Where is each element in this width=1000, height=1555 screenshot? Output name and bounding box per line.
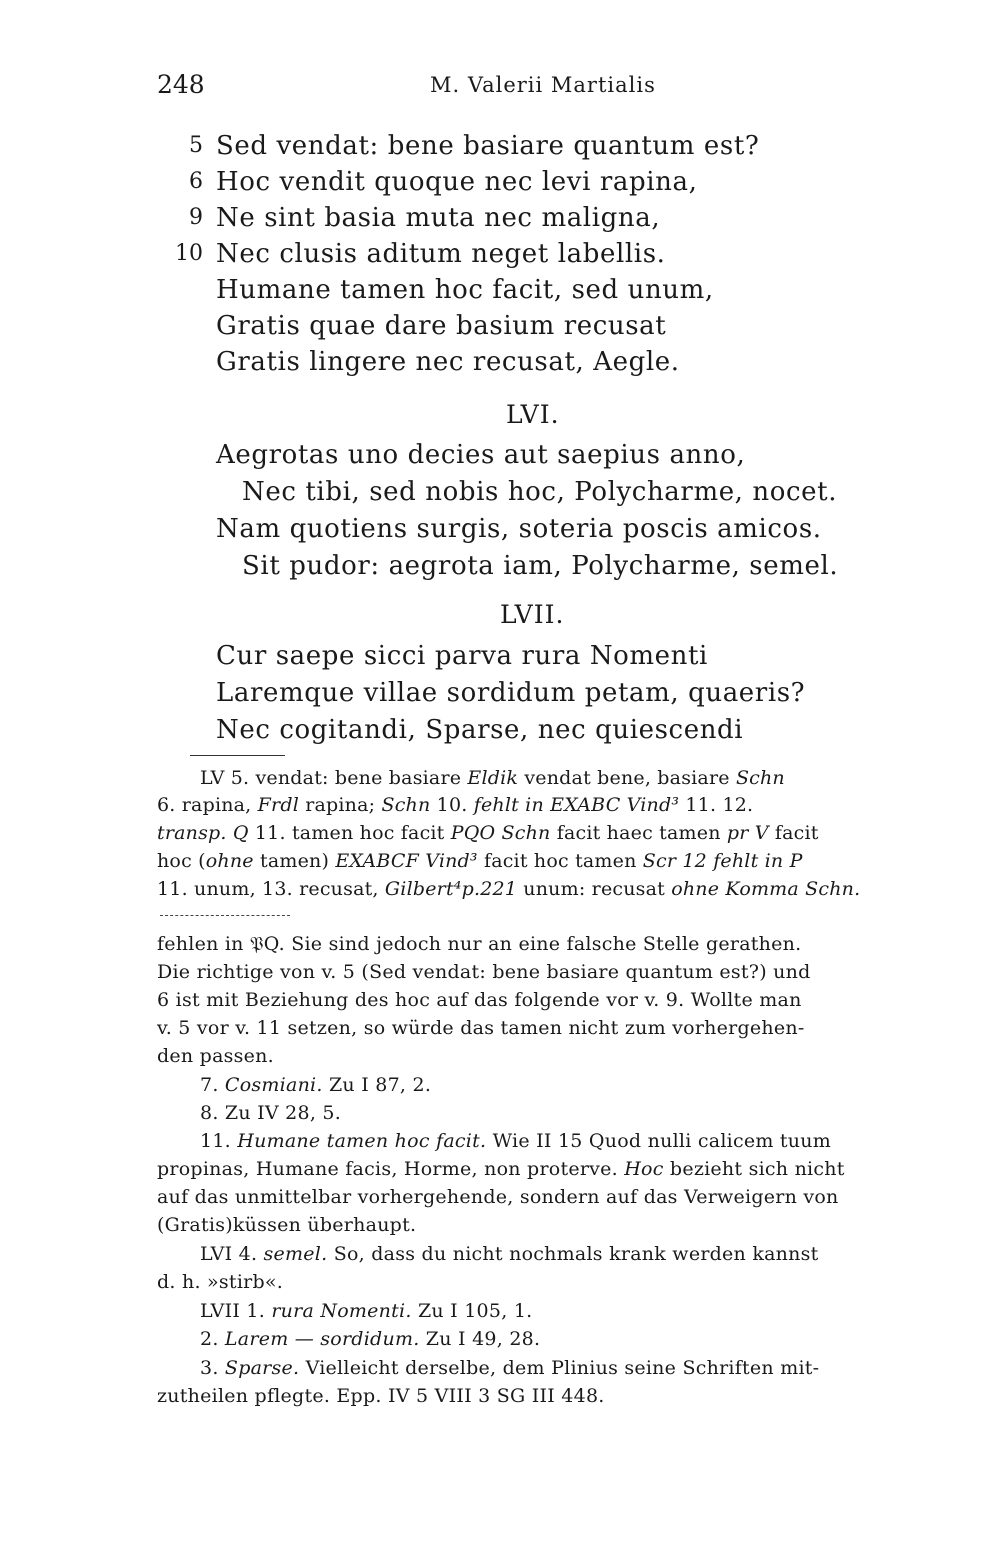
apparatus-line: hoc (ohne tamen) EXABCF Vind³ facit hoc tamen Scr 12 fehlt in P xyxy=(157,850,803,872)
line-number: 9 xyxy=(189,205,203,230)
commentary-line: zutheilen pflegte. Epp. IV 5 VIII 3 SG III 448. xyxy=(157,1385,605,1407)
commentary-note: 2. Larem — sordidum. Zu I 49, 28. xyxy=(200,1328,541,1350)
commentary-note: 7. Cosmiani. Zu I 87, 2. xyxy=(200,1074,432,1096)
commentary-line: (Gratis)küssen überhaupt. xyxy=(157,1214,417,1236)
commentary-line: auf das unmittelbar vorhergehende, sondern auf das Verweigern von xyxy=(157,1186,839,1208)
poem-heading: LVI. xyxy=(506,400,560,429)
verse-line: Nec cogitandi, Sparse, nec quiescendi xyxy=(216,715,744,745)
verse-line: Laremque villae sordidum petam, quaeris? xyxy=(216,678,806,708)
commentary-line: propinas, Humane facis, Horme, non proterve. Hoc bezieht sich nicht xyxy=(157,1158,845,1180)
page-number: 248 xyxy=(157,70,205,99)
verse-line: Nec clusis aditum neget labellis. xyxy=(216,239,666,269)
commentary-rule xyxy=(160,915,290,916)
commentary-line: fehlen in 𝔓Q. Sie sind jedoch nur an eine falsche Stelle gerathen. xyxy=(157,933,802,955)
verse-line: Gratis quae dare basium recusat xyxy=(216,311,667,341)
commentary-line: 6 ist mit Beziehung des hoc auf das folgende vor v. 9. Wollte man xyxy=(157,989,802,1011)
commentary-note: LVI 4. semel. So, dass du nicht nochmals krank werden kannst xyxy=(200,1243,819,1265)
apparatus-line: 11. unum, 13. recusat, Gilbert⁴p.221 unum: recusat ohne Komma Schn. xyxy=(157,878,861,900)
apparatus-line: transp. Q 11. tamen hoc facit PQO Schn facit haec tamen pr V facit xyxy=(157,822,819,844)
commentary-note: 11. Humane tamen hoc facit. Wie II 15 Quod nulli calicem tuum xyxy=(200,1130,832,1152)
verse-line: Humane tamen hoc facit, sed unum, xyxy=(216,275,714,305)
verse-line: Sed vendat: bene basiare quantum est? xyxy=(216,131,760,161)
poem-heading: LVII. xyxy=(500,600,565,629)
line-number: 6 xyxy=(189,169,203,194)
commentary-note: LVII 1. rura Nomenti. Zu I 105, 1. xyxy=(200,1300,533,1322)
footnote-rule xyxy=(190,755,285,756)
commentary-line: Die richtige von v. 5 (Sed vendat: bene basiare quantum est?) und xyxy=(157,961,811,983)
line-number: 5 xyxy=(189,133,203,158)
commentary-line: d. h. »stirb«. xyxy=(157,1271,284,1293)
apparatus-line: 6. rapina, Frdl rapina; Schn 10. fehlt in EXABC Vind³ 11. 12. xyxy=(157,794,754,816)
verse-line: Nec tibi, sed nobis hoc, Polycharme, nocet. xyxy=(242,477,838,507)
verse-line: Gratis lingere nec recusat, Aegle. xyxy=(216,347,680,377)
verse-line: Ne sint basia muta nec maligna, xyxy=(216,203,661,233)
running-head: M. Valerii Martialis xyxy=(430,73,656,97)
verse-line: Nam quotiens surgis, soteria poscis amicos. xyxy=(216,514,822,544)
apparatus-line: LV 5. vendat: bene basiare Eldik vendat bene, basiare Schn xyxy=(200,767,785,789)
verse-line: Cur saepe sicci parva rura Nomenti xyxy=(216,641,708,671)
line-number: 10 xyxy=(175,241,203,266)
verse-line: Aegrotas uno decies aut saepius anno, xyxy=(216,440,746,470)
commentary-note: 8. Zu IV 28, 5. xyxy=(200,1102,342,1124)
verse-line: Hoc vendit quoque nec levi rapina, xyxy=(216,167,698,197)
commentary-line: den passen. xyxy=(157,1045,274,1067)
commentary-line: v. 5 vor v. 11 setzen, so würde das tamen nicht zum vorhergehen- xyxy=(157,1017,805,1039)
verse-line: Sit pudor: aegrota iam, Polycharme, semel. xyxy=(242,551,839,581)
commentary-note: 3. Sparse. Vielleicht derselbe, dem Plinius seine Schriften mit- xyxy=(200,1357,820,1379)
